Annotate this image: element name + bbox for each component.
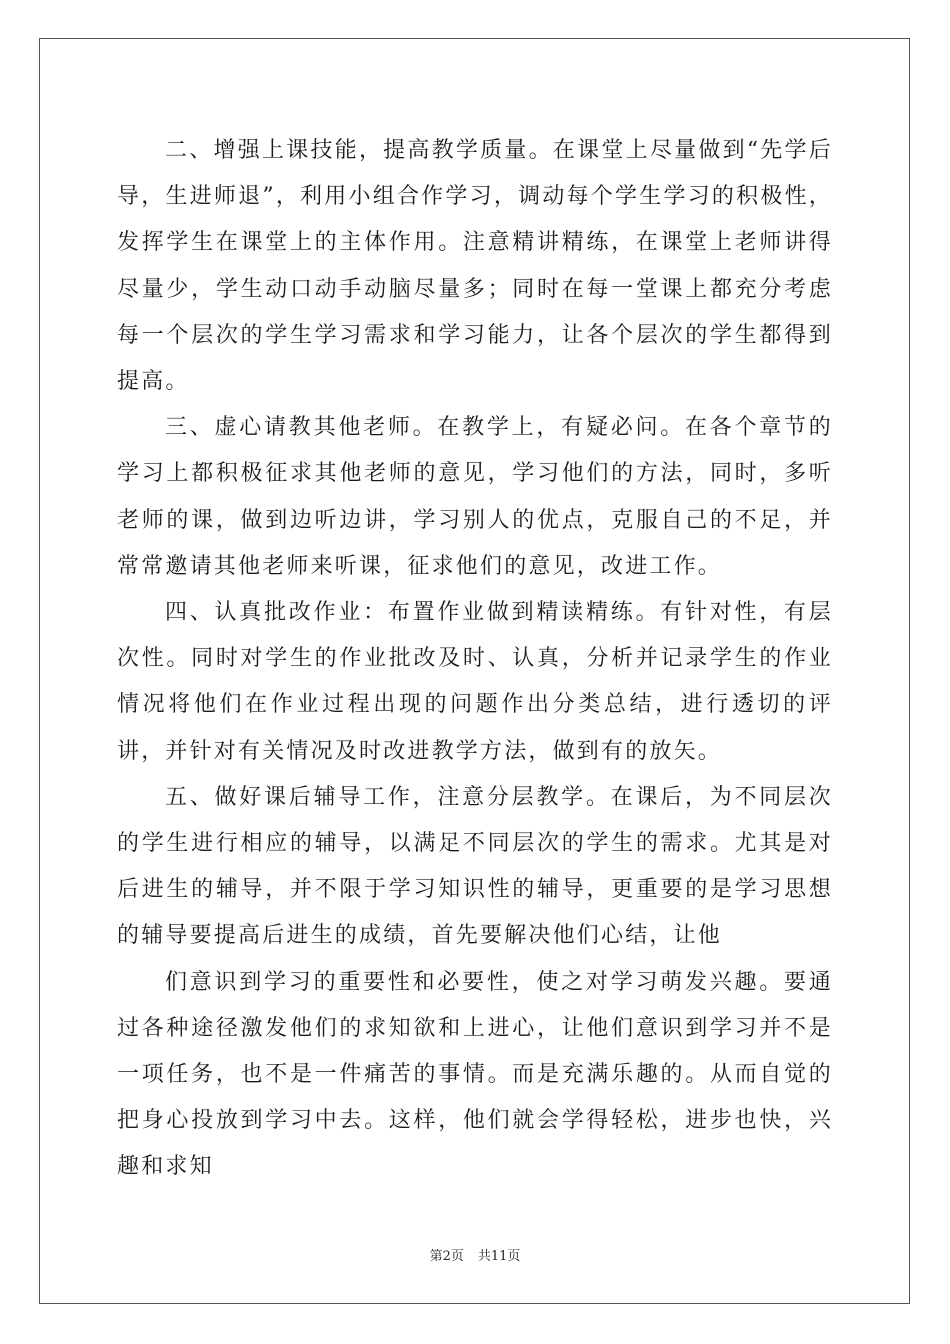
page-number: 第2页 [429,1249,464,1264]
document-body [117,128,833,1191]
page-total: 共11页 [477,1249,521,1264]
paragraph-section-two: 二、增强上课技能，提高教学质量。在课堂上尽量做到“先学后导，生进师退”，利用小组合作学习，调动每个学生学习的积极性，发挥学生在课堂上的主体作用。注意精讲精练，在课堂上老师讲得尽量少，学生动口动手动脑尽量多；同时在每一堂课上都充分考虑每一个层次的学生学习需求和学习能力，让各个层次的学生都得到提高。 [117,138,833,395]
paragraph-section-five: 五、做好课后辅导工作，注意分层教学。在课后，为不同层次的学生进行相应的辅导，以满足不同层次的学生的需求。尤其是对后进生的辅导，并不限于学习知识性的辅导，更重要的是学习思想的辅导要提高后进生的成绩，首先要解决他们心结，让他 [117,784,833,949]
page-footer [0,1245,950,1264]
paragraph-continuation: 们意识到学习的重要性和必要性，使之对学习萌发兴趣。要通过各种途径激发他们的求知欲和上进心，让他们意识到学习并不是一项任务，也不是一件痛苦的事情。而是充满乐趣的。从而自觉的把身心投放到学习中去。这样，他们就会学得轻松，进步也快，兴趣和求知 [117,969,833,1180]
paragraph-section-three: 三、虚心请教其他老师。在教学上，有疑必问。在各个章节的学习上都积极征求其他老师的意见，学习他们的方法，同时，多听老师的课，做到边听边讲，学习别人的优点，克服自己的不足，并常常邀请其他老师来听课，征求他们的意见，改进工作。 [117,415,833,579]
paragraph-section-four: 四、认真批改作业：布置作业做到精读精练。有针对性，有层次性。同时对学生的作业批改及时、认真，分析并记录学生的作业情况将他们在作业过程出现的问题作出分类总结，进行透切的评讲，并针对有关情况及时改进教学方法，做到有的放矢。 [117,600,833,764]
